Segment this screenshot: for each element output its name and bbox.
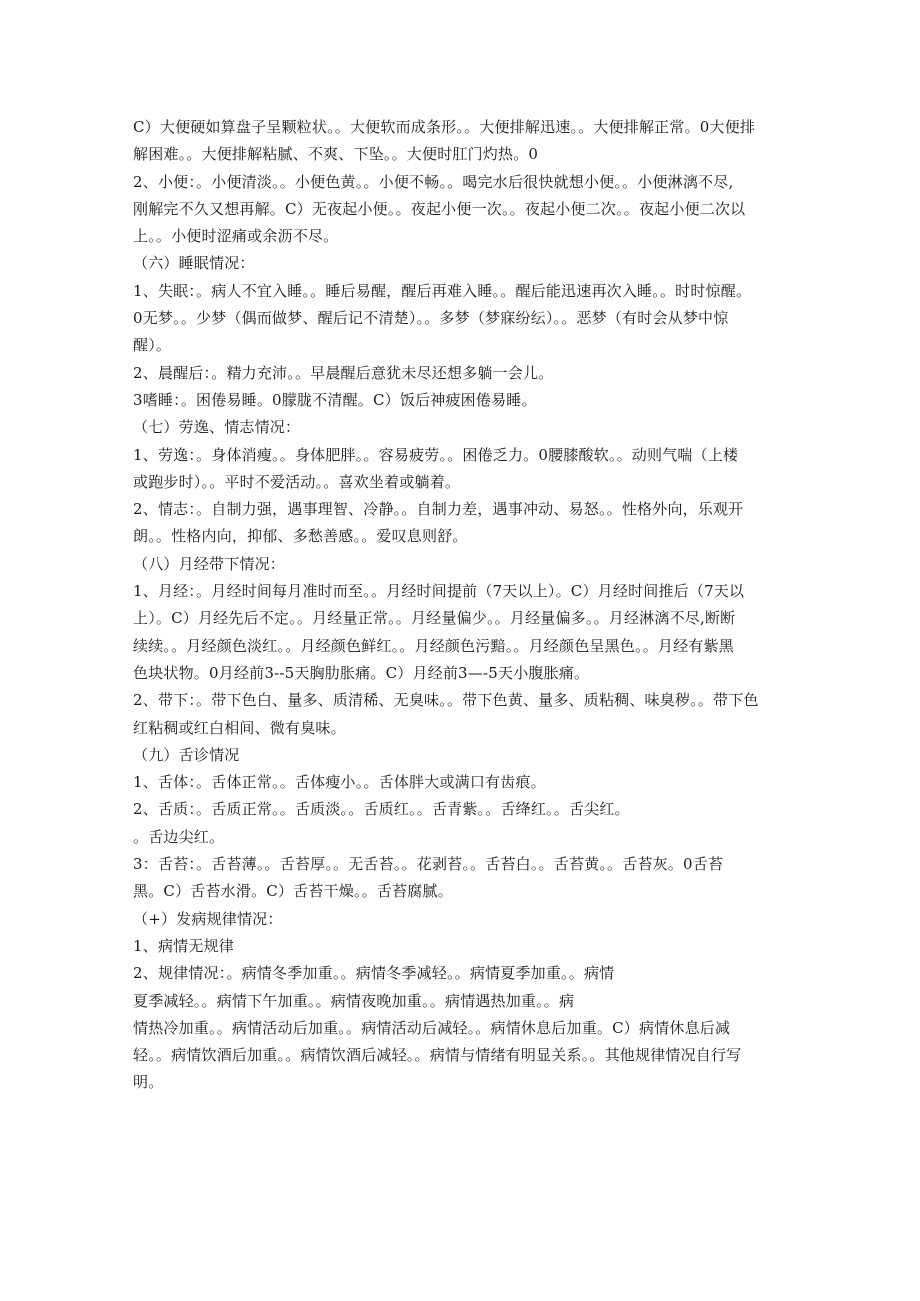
text-line: 夏季减轻。。病情下午加重。。病情夜晚加重。。病情遇热加重。。病 <box>133 991 575 1010</box>
text-line: 1、舌体：。舌体正常。。舌体瘦小。。舌体胖大或满口有齿痕。 <box>133 773 546 792</box>
text-line: 或跑步时）。。平时不爱活动。。喜欢坐着或躺着。 <box>133 472 461 491</box>
text-line: 0无梦。。少梦（偶而做梦、醒后记不清楚）。。多梦（梦寐纷纭）。。恶梦（有时会从梦中惊 <box>133 309 729 328</box>
section-heading-tongue: （九）舌诊情况 <box>133 745 240 764</box>
text-line: 红粘稠或红白相间、微有臭味。 <box>133 718 346 737</box>
text-line: 刚解完不久又想再解。C）无夜起小便。。夜起小便一次。。夜起小便二次。。夜起小便二次以 <box>133 199 746 218</box>
text-line: 醒）。 <box>133 336 172 355</box>
text-line: 情热冷加重。。病情活动后加重。。病情活动后减轻。。病情休息后加重。C）病情休息后减 <box>133 1018 731 1037</box>
section-heading-pattern: （+）发病规律情况： <box>133 909 283 928</box>
section-heading-rest-emotion: （七）劳逸、情志情况： <box>133 418 301 437</box>
text-line: 轻。。病情饮酒后加重。。病情饮酒后减轻。。病情与情绪有明显关系。。其他规律情况自行写 <box>133 1046 742 1065</box>
text-line: 色块状物。0月经前3--5天胸肋胀痛。C）月经前3—-5天小腹胀痛。 <box>133 663 590 682</box>
text-line: 2、小便：。小便清淡。。小便色黄。。小便不畅。。喝完水后很快就想小便。。小便淋漓不尽, <box>133 172 734 191</box>
text-line: 2、规律情况：。病情冬季加重。。病情冬季减轻。。病情夏季加重。。病情 <box>133 964 615 983</box>
text-line: 上。。小便时涩痛或余沥不尽。 <box>133 227 339 246</box>
text-line: 1、病情无规律 <box>133 936 234 955</box>
text-line: 1、月经：。月经时间每月准时而至。。月经时间提前（7天以上）。C）月经时间推后（7天以 <box>133 582 745 601</box>
text-line: 。舌边尖红。 <box>133 827 225 846</box>
document-body <box>133 114 793 1097</box>
text-line: 3：舌苔：。舌苔薄。。舌苔厚。。无舌苔。。花剥苔。。舌苔白。。舌苔黄。。舌苔灰。0舌苔 <box>133 855 724 874</box>
text-line: 2、晨醒后：。精力充沛。。早晨醒后意犹未尽还想多躺一会儿。 <box>133 363 554 382</box>
text-line: 2、情志：。自制力强，遇事理智、冷静。。自制力差，遇事冲动、易怒。。性格外向，乐观开 <box>133 500 744 519</box>
text-line: 2、带下：。带下色白、量多、质清稀、无臭味。。带下色黄、量多、质粘稠、味臭秽。。带下色 <box>133 691 759 710</box>
text-line: C）大便硬如算盘子呈颗粒状。。大便软而成条形。。大便排解迅速。。大便排解正常。0大便排 <box>133 118 756 136</box>
text-line: 1、失眠：。病人不宜入睡。。睡后易醒，醒后再难入睡。。醒后能迅速再次入睡。。时时惊醒。 <box>133 281 752 300</box>
text-line: 续续。。月经颜色淡红。。月经颜色鲜红。。月经颜色污黯。。月经颜色呈黑色。。月经有紫黑 <box>133 636 734 655</box>
text-line: 明。 <box>133 1073 164 1092</box>
section-heading-sleep: （六）睡眠情况： <box>133 254 255 273</box>
text-line: 朗。。性格内向，抑郁、多愁善感。。爱叹息则舒。 <box>133 527 468 546</box>
text-line: 黑。C）舌苔水滑。C）舌苔干燥。。舌苔腐腻。 <box>133 882 453 901</box>
section-heading-menstruation: （八）月经带下情况： <box>133 554 286 573</box>
text-line: 解困难。。大便排解粘腻、不爽、下坠。。大便时肛门灼热。0 <box>133 145 539 164</box>
text-line: 3嗜睡：。困倦易睡。0朦胧不清醒。C）饭后神疲困倦易睡。 <box>133 390 537 409</box>
text-line: 上）。C）月经先后不定。。月经量正常。。月经量偏少。。月经量偏多。。月经淋漓不尽,断断 <box>133 609 736 628</box>
text-line: 1、劳逸：。身体消瘦。。身体肥胖。。容易疲劳。。困倦乏力。0腰膝酸软。。动则气喘（上楼 <box>133 445 739 464</box>
text-line: 2、舌质：。舌质正常。。舌质淡。。舌质红。。舌青紫。。舌绛红。。舌尖红。 <box>133 800 630 819</box>
